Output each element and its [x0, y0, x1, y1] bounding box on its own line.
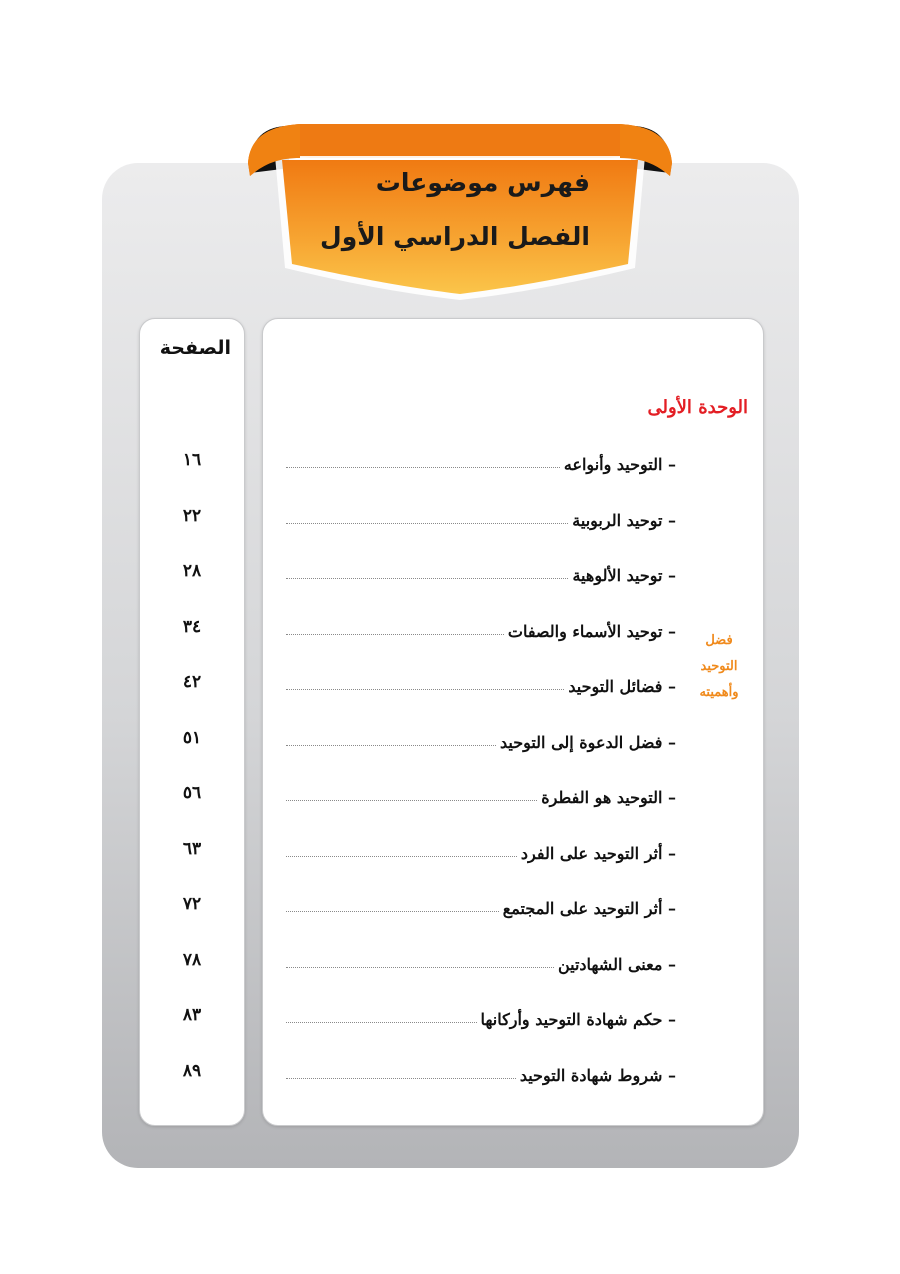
toc-entry[interactable]: [286, 888, 676, 918]
toc-page-number: ٨٩: [182, 1061, 202, 1081]
toc-entry-title: – التوحيد وأنواعه: [563, 455, 676, 474]
toc-page-number: ٧٨: [182, 950, 202, 970]
toc-leader-dots: [286, 1021, 477, 1023]
toc-leader-dots: [286, 688, 564, 690]
toc-leader-dots: [286, 855, 517, 857]
side-label-line: وأهميته: [699, 685, 739, 700]
toc-leader-dots: [286, 799, 537, 801]
toc-entry[interactable]: [286, 1055, 676, 1085]
banner-title-line2: الفصل الدراسي الأول: [320, 222, 590, 251]
toc-leader-dots: [286, 910, 499, 912]
toc-entry[interactable]: [286, 944, 676, 974]
toc-page-number: ٢٢: [182, 506, 202, 526]
toc-entry[interactable]: [286, 722, 676, 752]
unit-title: الوحدة الأولى: [647, 397, 748, 418]
title-ribbon: [230, 118, 690, 318]
toc-leader-dots: [286, 577, 568, 579]
toc-entry-title: – أثر التوحيد على المجتمع: [502, 899, 676, 918]
toc-leader-dots: [286, 966, 554, 968]
toc-leader-dots: [286, 522, 568, 524]
side-label-line: التوحيد: [700, 659, 738, 674]
toc-entry[interactable]: [286, 833, 676, 863]
toc-page-number: ٢٨: [182, 561, 202, 581]
toc-page-number: ٣٤: [182, 617, 202, 637]
toc-entry[interactable]: [286, 777, 676, 807]
side-label-line: فضل: [705, 633, 733, 648]
toc-page-number: ٤٢: [182, 672, 202, 692]
toc-entry-title: – معنى الشهادتين: [557, 955, 676, 974]
toc-entry[interactable]: [286, 611, 676, 641]
toc-page-number: ٦٣: [182, 839, 202, 859]
toc-page-number: ٥١: [182, 728, 202, 748]
toc-page-number: ٨٣: [182, 1005, 202, 1025]
toc-entry-title: – حكم شهادة التوحيد وأركانها: [480, 1010, 676, 1029]
toc-entry[interactable]: [286, 666, 676, 696]
toc-entry-title: – فضل الدعوة إلى التوحيد: [499, 733, 676, 752]
toc-entry-title: – التوحيد هو الفطرة: [541, 788, 676, 807]
toc-entry-title: – أثر التوحيد على الفرد: [520, 844, 676, 863]
toc-entry[interactable]: [286, 444, 676, 474]
banner-title-line1: فهرس موضوعات: [375, 168, 590, 197]
toc-entry[interactable]: [286, 555, 676, 585]
unit-side-label: [688, 628, 750, 706]
toc-leader-dots: [286, 466, 560, 468]
toc-entry[interactable]: [286, 500, 676, 530]
toc-leader-dots: [286, 633, 504, 635]
toc-entry-title: – فضائل التوحيد: [568, 677, 676, 696]
toc-page-number: ٥٦: [182, 783, 202, 803]
toc-entry-title: – توحيد الألوهية: [572, 566, 676, 585]
page-column-header: الصفحة: [159, 337, 231, 359]
toc-page-number: ١٦: [182, 450, 202, 470]
toc-page-number: ٧٢: [182, 894, 202, 914]
toc-entry[interactable]: [286, 999, 676, 1029]
toc-leader-dots: [286, 744, 496, 746]
toc-entry-title: – شروط شهادة التوحيد: [519, 1066, 676, 1085]
toc-entry-title: – توحيد الأسماء والصفات: [507, 622, 676, 641]
toc-leader-dots: [286, 1077, 516, 1079]
toc-entry-title: – توحيد الربوبية: [572, 511, 676, 530]
